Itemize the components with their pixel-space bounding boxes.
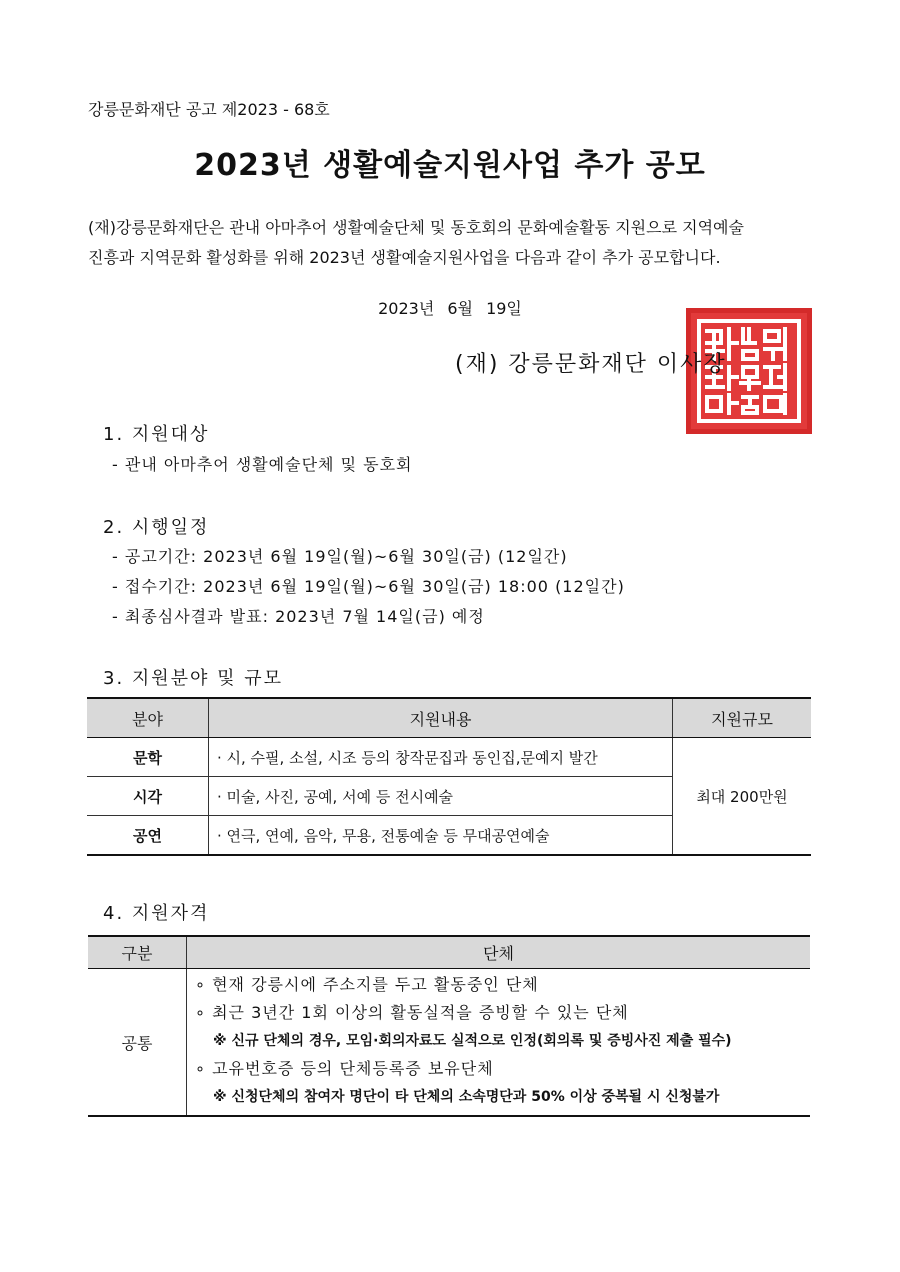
page-title: 2023년 생활예술지원사업 추가 공모 <box>194 148 706 183</box>
field-content: · 미술, 사진, 공예, 서예 등 전시예술 <box>209 777 673 816</box>
section-heading-schedule: 2. 시행일정 <box>103 517 210 538</box>
intro-paragraph <box>88 213 816 273</box>
column-header: 구분 <box>88 936 187 969</box>
field-name: 시각 <box>87 777 209 816</box>
field-content: · 시, 수필, 소설, 시조 등의 창작문집과 동인집,문예지 발간 <box>209 738 673 777</box>
requirement-item: ∘ 고유번호증 등의 단체등록증 보유단체 <box>195 1059 494 1078</box>
requirement-note: ※ 신청단체의 참여자 명단이 타 단체의 소속명단과 50% 이상 중복될 시 신청불가 <box>213 1089 720 1105</box>
field-content: · 연극, 연예, 음악, 무용, 전통예술 등 무대공연예술 <box>209 816 673 856</box>
table-row <box>88 969 810 1117</box>
section-heading-fields: 3. 지원분야 및 규모 <box>103 668 284 689</box>
notice-number: 강릉문화재단 공고 제2023 - 68호 <box>88 100 330 119</box>
requirement-item: ∘ 현재 강릉시에 주소지를 두고 활동중인 단체 <box>195 975 539 994</box>
table-header-row <box>87 698 811 738</box>
eligibility-list <box>187 969 811 1117</box>
eligibility-category: 공통 <box>88 969 187 1117</box>
table-header-row <box>88 936 810 969</box>
eligibility-table <box>88 935 810 1117</box>
column-header: 지원규모 <box>673 698 812 738</box>
signer-name: (재) 강릉문화재단 이사장 <box>455 352 727 377</box>
requirement-note: ※ 신규 단체의 경우, 모임·회의자료도 실적으로 인정(회의록 및 증빙사진 제출 필수) <box>213 1033 732 1049</box>
target-item: - 관내 아마추어 생활예술단체 및 동호회 <box>112 455 413 474</box>
schedule-item: - 공고기간: 2023년 6월 19일(월)~6월 30일(금) (12일간) <box>112 547 568 566</box>
column-header: 분야 <box>87 698 209 738</box>
notice-date: 2023년 6월 19일 <box>378 299 522 318</box>
table-row <box>87 738 811 777</box>
intro-line: (재)강릉문화재단은 관내 아마추어 생활예술단체 및 동호회의 문화예술활동 지원으로 지역예술 <box>88 218 744 237</box>
section-heading-eligibility: 4. 지원자격 <box>103 903 210 924</box>
column-header: 단체 <box>187 936 811 969</box>
section-heading-target: 1. 지원대상 <box>103 424 210 445</box>
field-name: 공연 <box>87 816 209 856</box>
support-scale: 최대 200만원 <box>673 738 812 856</box>
column-header: 지원내용 <box>209 698 673 738</box>
schedule-item: - 최종심사결과 발표: 2023년 7월 14일(금) 예정 <box>112 607 485 626</box>
support-fields-table <box>87 697 811 856</box>
intro-line: 진흥과 지역문화 활성화를 위해 2023년 생활예술지원사업을 다음과 같이 추가 공모합니다. <box>88 248 721 267</box>
requirement-item: ∘ 최근 3년간 1회 이상의 활동실적을 증빙할 수 있는 단체 <box>195 1003 629 1022</box>
field-name: 문학 <box>87 738 209 777</box>
schedule-item: - 접수기간: 2023년 6월 19일(월)~6월 30일(금) 18:00 (12일간) <box>112 577 625 596</box>
